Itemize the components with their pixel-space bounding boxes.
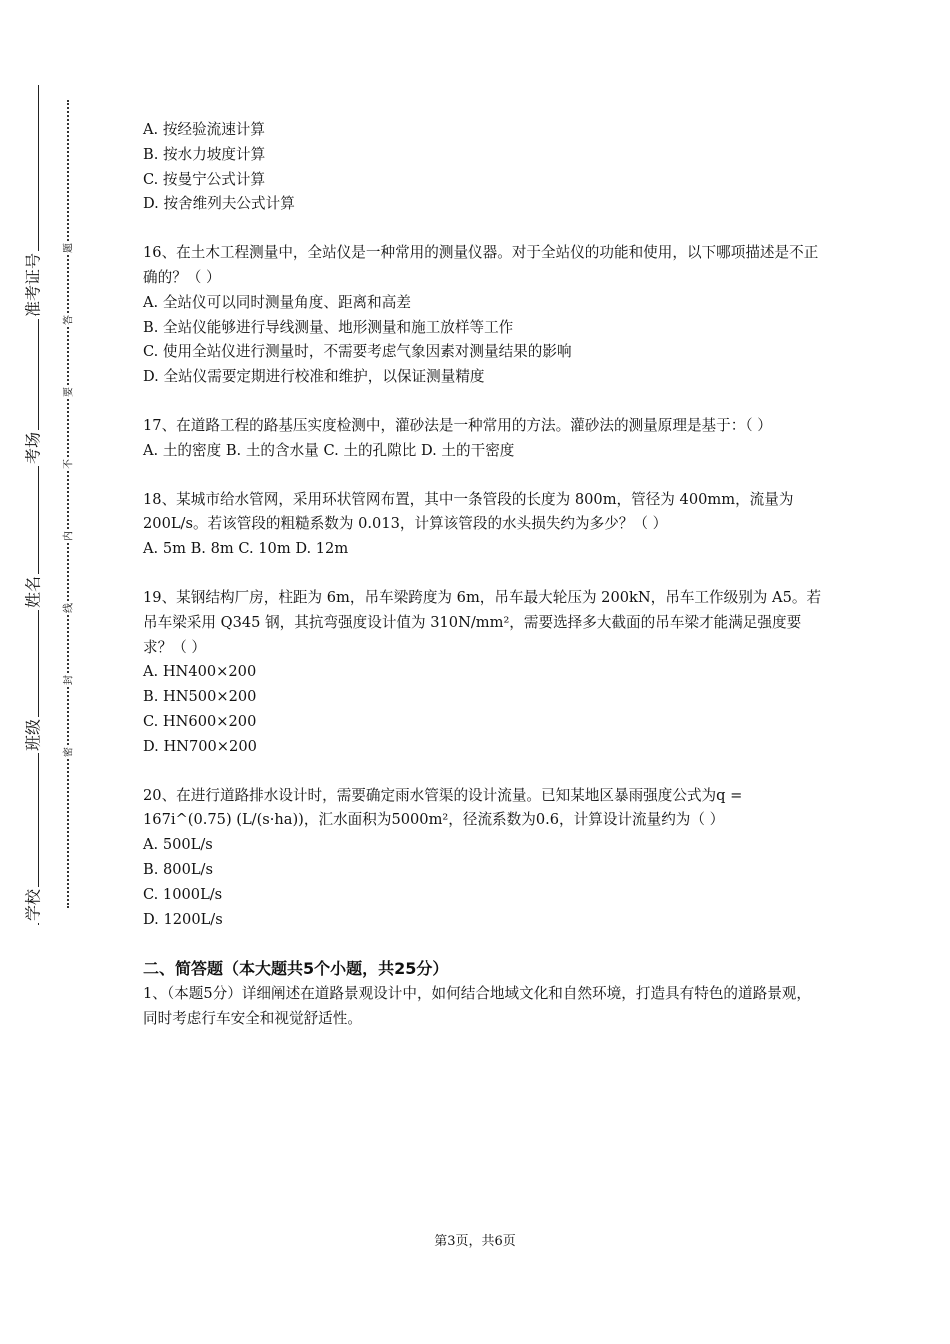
question-18 <box>143 488 823 562</box>
option: D. 按舍维列夫公式计算 <box>143 195 295 213</box>
school-label: 学校 <box>21 887 44 923</box>
seal-char: 题 <box>60 242 75 254</box>
question-stem: 18、某城市给水管网，采用环状管网布置，其中一条管段的长度为 800m，管径为 400mm，流量为 200L/s。若该管段的粗糙系数为 0.013，计算该管段的水头损失约为多少？（ ） <box>143 490 794 533</box>
exam-room-label: 考场 <box>21 430 44 466</box>
option: A. HN400×200 <box>143 663 257 681</box>
question-19 <box>143 586 823 760</box>
option: B. 800L/s <box>143 860 213 878</box>
question-stem: 17、在道路工程的路基压实度检测中，灌砂法是一种常用的方法。灌砂法的测量原理是基于：（ ） <box>143 416 772 434</box>
question-stem: 19、某钢结构厂房，柱距为 6m，吊车梁跨度为 6m，吊车最大轮压为 200kN，吊车工作级别为 A5。若吊车梁采用 Q345 钢，其抗弯强度设计值为 310N/mm²，需要选择多大截面的吊车梁才能满足强度要求？（ ） <box>143 588 822 656</box>
option: D. 全站仪需要定期进行校准和维护，以保证测量精度 <box>143 368 485 386</box>
seal-char: 不 <box>60 458 75 470</box>
seal-dotted-line <box>67 100 69 908</box>
option: D. 1200L/s <box>143 910 223 928</box>
option: B. 全站仪能够进行导线测量、地形测量和施工放样等工作 <box>143 318 514 336</box>
short-answer-question-1: 1、（本题5分）详细阐述在道路景观设计中，如何结合地域文化和自然环境，打造具有特色的道路景观，同时考虑行车安全和视觉舒适性。 <box>143 985 811 1028</box>
class-label: 班级 <box>21 717 44 753</box>
option: A. 土的密度 B. 土的含水量 C. 土的孔隙比 D. 土的干密度 <box>143 441 515 459</box>
option: C. 1000L/s <box>143 885 223 903</box>
option: D. HN700×200 <box>143 737 257 755</box>
seal-char: 线 <box>60 602 75 614</box>
option: B. 按水力坡度计算 <box>143 145 266 163</box>
ticket-number-label: 准考证号 <box>21 251 44 319</box>
option: A. 500L/s <box>143 836 213 854</box>
section-title: 二、简答题（本大题共5个小题，共25分） <box>143 959 449 979</box>
option: A. 5m B. 8m C. 10m D. 12m <box>143 540 349 558</box>
seal-char: 密 <box>60 746 75 758</box>
option: C. 使用全站仪进行测量时，不需要考虑气象因素对测量结果的影响 <box>143 343 572 361</box>
question-20 <box>143 784 823 933</box>
seal-char: 答 <box>60 314 75 326</box>
question-17 <box>143 414 823 464</box>
option: A. 按经验流速计算 <box>143 121 265 138</box>
option: C. HN600×200 <box>143 712 257 730</box>
question-stem: 20、在进行道路排水设计时，需要确定雨水管渠的设计流量。已知某地区暴雨强度公式为q = 167i^(0.75) (L/(s·ha))，汇水面积为5000m²，径流系数为0.6，计算设计流量约为（ ） <box>143 786 743 829</box>
exam-content <box>143 118 823 1032</box>
seal-char: 内 <box>60 530 75 542</box>
binding-margin <box>0 0 110 1344</box>
question-stem: 16、在土木工程测量中，全站仪是一种常用的测量仪器。对于全站仪的功能和使用，以下哪项描述是不正确的？（ ） <box>143 244 819 286</box>
option: C. 按曼宁公式计算 <box>143 170 266 188</box>
binding-solid-line <box>38 85 39 925</box>
question-15-options <box>143 118 823 217</box>
seal-char: 封 <box>60 674 75 686</box>
option: A. 全站仪可以同时测量角度、距离和高差 <box>143 293 411 311</box>
page-number: 第3页，共6页 <box>434 1234 516 1249</box>
question-16 <box>143 241 823 390</box>
name-label: 姓名 <box>21 574 44 610</box>
option: B. HN500×200 <box>143 688 257 706</box>
seal-char: 要 <box>60 386 75 398</box>
